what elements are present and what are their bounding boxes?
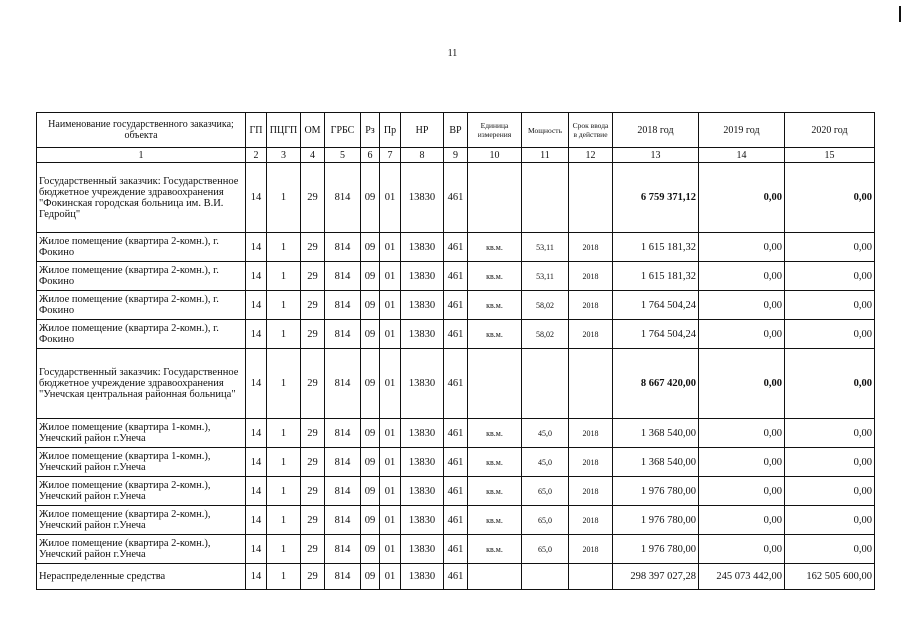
row-pr: 01 — [380, 262, 401, 291]
row-rz: 09 — [361, 291, 380, 320]
row-term — [569, 163, 613, 233]
row-2019: 0,00 — [699, 506, 785, 535]
row-term: 2018 — [569, 506, 613, 535]
row-pr: 01 — [380, 419, 401, 448]
row-power — [522, 564, 569, 590]
header-pcgp: ПЦГП — [267, 113, 301, 148]
row-vr: 461 — [444, 535, 468, 564]
header-grbs: ГРБС — [325, 113, 361, 148]
row-nr: 13830 — [401, 262, 444, 291]
row-vr: 461 — [444, 320, 468, 349]
row-2018: 1 764 504,24 — [613, 291, 699, 320]
row-rz: 09 — [361, 349, 380, 419]
row-nr: 13830 — [401, 448, 444, 477]
row-unit: кв.м. — [468, 535, 522, 564]
row-gp: 14 — [246, 320, 267, 349]
row-name: Жилое помещение (квартира 2-комн.), Унечский район г.Унеча — [37, 535, 246, 564]
row-rz: 09 — [361, 506, 380, 535]
header-power: Мощность — [522, 113, 569, 148]
row-2020: 0,00 — [785, 262, 875, 291]
row-power: 58,02 — [522, 291, 569, 320]
row-om: 29 — [301, 291, 325, 320]
row-vr: 461 — [444, 262, 468, 291]
row-nr: 13830 — [401, 291, 444, 320]
row-om: 29 — [301, 163, 325, 233]
row-2020: 0,00 — [785, 163, 875, 233]
row-pr: 01 — [380, 535, 401, 564]
row-gp: 14 — [246, 349, 267, 419]
row-nr: 13830 — [401, 320, 444, 349]
row-vr: 461 — [444, 233, 468, 262]
row-unit: кв.м. — [468, 262, 522, 291]
header-om: ОМ — [301, 113, 325, 148]
column-number: 1 — [37, 148, 246, 163]
row-2019: 0,00 — [699, 262, 785, 291]
row-term: 2018 — [569, 477, 613, 506]
header-name: Наименование государственного заказчика; объекта — [37, 113, 246, 148]
header-term: Срок ввода в действие — [569, 113, 613, 148]
row-power: 65,0 — [522, 477, 569, 506]
column-number: 7 — [380, 148, 401, 163]
row-power: 53,11 — [522, 262, 569, 291]
customer-row — [37, 349, 875, 419]
row-rz: 09 — [361, 163, 380, 233]
row-grbs: 814 — [325, 477, 361, 506]
row-pr: 01 — [380, 233, 401, 262]
column-number: 5 — [325, 148, 361, 163]
row-nr: 13830 — [401, 163, 444, 233]
row-om: 29 — [301, 349, 325, 419]
row-power: 45,0 — [522, 419, 569, 448]
column-number: 8 — [401, 148, 444, 163]
column-number: 14 — [699, 148, 785, 163]
row-rz: 09 — [361, 477, 380, 506]
row-gp: 14 — [246, 448, 267, 477]
row-name: Жилое помещение (квартира 1-комн.), Унечский район г.Унеча — [37, 419, 246, 448]
row-term: 2018 — [569, 448, 613, 477]
row-2020: 0,00 — [785, 320, 875, 349]
header-vr: ВР — [444, 113, 468, 148]
row-gp: 14 — [246, 506, 267, 535]
object-row — [37, 535, 875, 564]
column-number: 11 — [522, 148, 569, 163]
row-nr: 13830 — [401, 477, 444, 506]
row-unit — [468, 564, 522, 590]
row-2018: 1 764 504,24 — [613, 320, 699, 349]
row-pcgp: 1 — [267, 448, 301, 477]
row-pcgp: 1 — [267, 564, 301, 590]
row-gp: 14 — [246, 419, 267, 448]
margin-mark — [899, 6, 901, 22]
row-grbs: 814 — [325, 320, 361, 349]
header-unit: Единица измерения — [468, 113, 522, 148]
row-nr: 13830 — [401, 233, 444, 262]
row-power: 65,0 — [522, 506, 569, 535]
row-rz: 09 — [361, 320, 380, 349]
row-om: 29 — [301, 320, 325, 349]
row-grbs: 814 — [325, 233, 361, 262]
column-number: 15 — [785, 148, 875, 163]
header-nr: НР — [401, 113, 444, 148]
row-vr: 461 — [444, 564, 468, 590]
row-grbs: 814 — [325, 564, 361, 590]
row-pcgp: 1 — [267, 163, 301, 233]
row-2020: 0,00 — [785, 535, 875, 564]
row-power — [522, 349, 569, 419]
row-vr: 461 — [444, 291, 468, 320]
row-rz: 09 — [361, 448, 380, 477]
row-om: 29 — [301, 477, 325, 506]
page-number: 11 — [447, 48, 458, 59]
row-power — [522, 163, 569, 233]
row-pr: 01 — [380, 506, 401, 535]
row-rz: 09 — [361, 233, 380, 262]
row-2019: 0,00 — [699, 535, 785, 564]
row-grbs: 814 — [325, 163, 361, 233]
row-2019: 0,00 — [699, 477, 785, 506]
row-name: Жилое помещение (квартира 1-комн.), Унечский район г.Унеча — [37, 448, 246, 477]
row-nr: 13830 — [401, 535, 444, 564]
unallocated-row — [37, 564, 875, 590]
row-power: 45,0 — [522, 448, 569, 477]
row-term: 2018 — [569, 320, 613, 349]
column-number: 13 — [613, 148, 699, 163]
row-vr: 461 — [444, 349, 468, 419]
row-grbs: 814 — [325, 535, 361, 564]
object-row — [37, 291, 875, 320]
row-pr: 01 — [380, 163, 401, 233]
row-pcgp: 1 — [267, 477, 301, 506]
row-power: 65,0 — [522, 535, 569, 564]
row-pcgp: 1 — [267, 320, 301, 349]
object-row — [37, 233, 875, 262]
row-2020: 0,00 — [785, 506, 875, 535]
row-gp: 14 — [246, 564, 267, 590]
row-gp: 14 — [246, 262, 267, 291]
row-vr: 461 — [444, 448, 468, 477]
row-2018: 1 976 780,00 — [613, 506, 699, 535]
row-pcgp: 1 — [267, 419, 301, 448]
row-vr: 461 — [444, 419, 468, 448]
header-2019: 2019 год — [699, 113, 785, 148]
row-2018: 1 615 181,32 — [613, 233, 699, 262]
row-grbs: 814 — [325, 262, 361, 291]
row-rz: 09 — [361, 535, 380, 564]
row-gp: 14 — [246, 477, 267, 506]
row-pcgp: 1 — [267, 349, 301, 419]
row-pcgp: 1 — [267, 535, 301, 564]
row-term — [569, 564, 613, 590]
row-pcgp: 1 — [267, 506, 301, 535]
row-rz: 09 — [361, 419, 380, 448]
row-om: 29 — [301, 564, 325, 590]
row-vr: 461 — [444, 163, 468, 233]
row-gp: 14 — [246, 233, 267, 262]
object-row — [37, 506, 875, 535]
row-grbs: 814 — [325, 506, 361, 535]
column-number: 10 — [468, 148, 522, 163]
row-gp: 14 — [246, 291, 267, 320]
row-vr: 461 — [444, 506, 468, 535]
row-pcgp: 1 — [267, 291, 301, 320]
row-gp: 14 — [246, 163, 267, 233]
row-2020: 162 505 600,00 — [785, 564, 875, 590]
row-name: Жилое помещение (квартира 2-комн.), Унечский район г.Унеча — [37, 477, 246, 506]
row-2019: 0,00 — [699, 419, 785, 448]
row-pr: 01 — [380, 349, 401, 419]
row-power: 58,02 — [522, 320, 569, 349]
row-unit: кв.м. — [468, 448, 522, 477]
row-2019: 0,00 — [699, 448, 785, 477]
row-2019: 0,00 — [699, 233, 785, 262]
column-number: 6 — [361, 148, 380, 163]
object-row — [37, 448, 875, 477]
row-2018: 1 976 780,00 — [613, 535, 699, 564]
row-unit: кв.м. — [468, 419, 522, 448]
row-name: Жилое помещение (квартира 2-комн.), Унечский район г.Унеча — [37, 506, 246, 535]
row-2020: 0,00 — [785, 233, 875, 262]
row-2019: 0,00 — [699, 320, 785, 349]
customer-row — [37, 163, 875, 233]
row-vr: 461 — [444, 477, 468, 506]
header-rz: Рз — [361, 113, 380, 148]
row-2018: 1 976 780,00 — [613, 477, 699, 506]
column-number: 4 — [301, 148, 325, 163]
row-pr: 01 — [380, 564, 401, 590]
row-pr: 01 — [380, 448, 401, 477]
row-grbs: 814 — [325, 291, 361, 320]
row-unit: кв.м. — [468, 320, 522, 349]
row-om: 29 — [301, 448, 325, 477]
row-name: Государственный заказчик: Государственное бюджетное учреждение здравоохранения "Унечская центральная районная больница" — [37, 349, 246, 419]
column-number-row — [37, 148, 875, 163]
object-row — [37, 419, 875, 448]
row-2019: 245 073 442,00 — [699, 564, 785, 590]
budget-table — [36, 112, 875, 590]
row-power: 53,11 — [522, 233, 569, 262]
header-row — [37, 113, 875, 148]
row-2018: 1 368 540,00 — [613, 448, 699, 477]
row-pr: 01 — [380, 320, 401, 349]
row-pcgp: 1 — [267, 233, 301, 262]
row-2018: 6 759 371,12 — [613, 163, 699, 233]
row-unit: кв.м. — [468, 233, 522, 262]
row-2020: 0,00 — [785, 477, 875, 506]
row-rz: 09 — [361, 262, 380, 291]
row-term: 2018 — [569, 233, 613, 262]
row-name: Жилое помещение (квартира 2-комн.), г. Фокино — [37, 262, 246, 291]
row-name: Жилое помещение (квартира 2-комн.), г. Фокино — [37, 320, 246, 349]
row-2020: 0,00 — [785, 419, 875, 448]
row-gp: 14 — [246, 535, 267, 564]
row-rz: 09 — [361, 564, 380, 590]
row-om: 29 — [301, 262, 325, 291]
row-2018: 1 368 540,00 — [613, 419, 699, 448]
row-2019: 0,00 — [699, 163, 785, 233]
header-gp: ГП — [246, 113, 267, 148]
row-nr: 13830 — [401, 419, 444, 448]
row-unit: кв.м. — [468, 506, 522, 535]
row-2020: 0,00 — [785, 448, 875, 477]
object-row — [37, 320, 875, 349]
row-om: 29 — [301, 506, 325, 535]
row-grbs: 814 — [325, 419, 361, 448]
row-term: 2018 — [569, 419, 613, 448]
row-pr: 01 — [380, 291, 401, 320]
row-om: 29 — [301, 233, 325, 262]
row-nr: 13830 — [401, 564, 444, 590]
column-number: 9 — [444, 148, 468, 163]
row-name: Государственный заказчик: Государственное бюджетное учреждение здравоохранения "Фокинская городская больница им. В.И. Гедройц" — [37, 163, 246, 233]
object-row — [37, 477, 875, 506]
row-unit: кв.м. — [468, 477, 522, 506]
object-row — [37, 262, 875, 291]
row-unit: кв.м. — [468, 291, 522, 320]
row-grbs: 814 — [325, 349, 361, 419]
row-om: 29 — [301, 535, 325, 564]
header-2018: 2018 год — [613, 113, 699, 148]
row-unit — [468, 349, 522, 419]
column-number: 2 — [246, 148, 267, 163]
row-nr: 13830 — [401, 349, 444, 419]
row-term: 2018 — [569, 535, 613, 564]
row-nr: 13830 — [401, 506, 444, 535]
row-2019: 0,00 — [699, 291, 785, 320]
row-term: 2018 — [569, 262, 613, 291]
row-pcgp: 1 — [267, 262, 301, 291]
row-2020: 0,00 — [785, 291, 875, 320]
row-term — [569, 349, 613, 419]
row-pr: 01 — [380, 477, 401, 506]
column-number: 12 — [569, 148, 613, 163]
row-name: Нераспределенные средства — [37, 564, 246, 590]
row-unit — [468, 163, 522, 233]
row-name: Жилое помещение (квартира 2-комн.), г. Фокино — [37, 233, 246, 262]
header-2020: 2020 год — [785, 113, 875, 148]
row-om: 29 — [301, 419, 325, 448]
row-2018: 298 397 027,28 — [613, 564, 699, 590]
row-name: Жилое помещение (квартира 2-комн.), г. Фокино — [37, 291, 246, 320]
row-grbs: 814 — [325, 448, 361, 477]
column-number: 3 — [267, 148, 301, 163]
header-pr: Пр — [380, 113, 401, 148]
row-2018: 8 667 420,00 — [613, 349, 699, 419]
row-term: 2018 — [569, 291, 613, 320]
row-2018: 1 615 181,32 — [613, 262, 699, 291]
row-2020: 0,00 — [785, 349, 875, 419]
row-2019: 0,00 — [699, 349, 785, 419]
